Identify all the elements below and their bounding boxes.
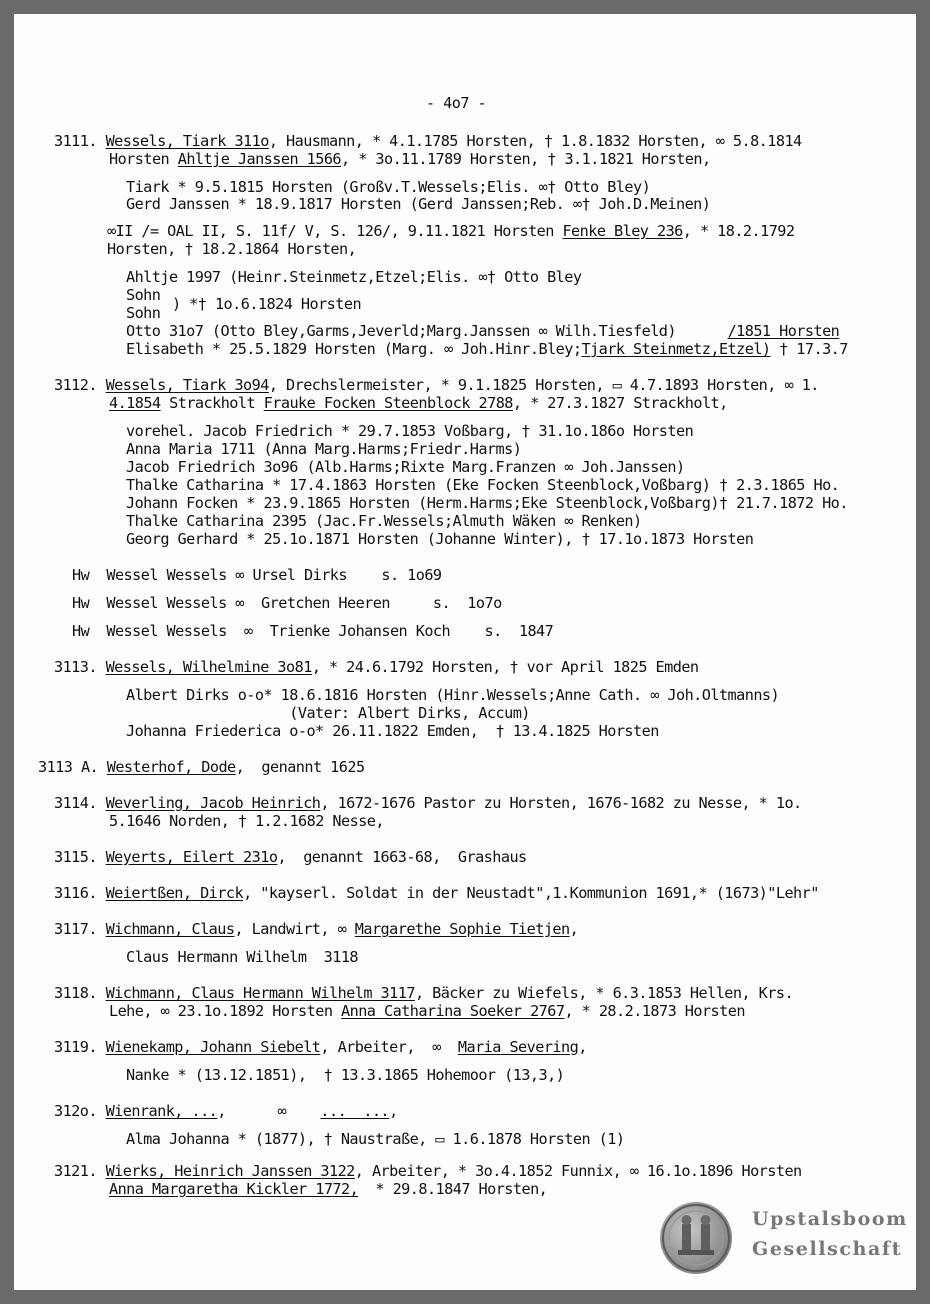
underlined-name: Wichmann, Claus [105,920,235,938]
text-segment: ) *† 1o.6.1824 Horsten [172,295,362,313]
text-segment: , Landwirt, ∞ [234,920,355,938]
text-segment: Elisabeth * 25.5.1829 Horsten (Marg. ∞ Joh.Hinr.Bley; [126,340,582,358]
text-line [126,1130,624,1148]
text-segment: , * 27.3.1827 Strackholt, [512,394,728,412]
text-segment: 3114. [54,794,106,812]
text-line [109,150,711,168]
text-segment: Jacob Friedrich 3o96 (Alb.Harms;Rixte Marg.Franzen ∞ Joh.Janssen) [126,458,685,476]
document-page [14,14,916,1290]
text-line [54,376,819,394]
text-line [126,340,848,358]
text-segment: - 4o7 - [426,94,487,112]
text-segment: 3113. [54,658,106,676]
text-segment: , 1672-1676 Pastor zu Horsten, 1676-1682 zu Nesse, * 1o. [320,794,802,812]
underlined-name: Frauke Focken Steenblock 2788 [263,394,513,412]
text-line [54,1162,802,1180]
text-line [107,240,356,258]
text-segment: Hw Wessel Wessels ∞ Ursel Dirks s. 1o69 [72,566,442,584]
text-line [54,1038,587,1056]
underlined-name: Weiertßen, Dirck [105,884,244,902]
text-line [126,1066,564,1084]
text-segment: Otto 31o7 (Otto Bley,Garms,Jeverld;Marg.Janssen ∞ Wilh.Tiesfeld) [126,322,728,340]
text-segment: , Arbeiter, ∞ [320,1038,458,1056]
text-segment: † 17.3.7 [770,340,848,358]
text-segment: 5.1646 Norden, † 1.2.1682 Nesse, [109,812,384,830]
underlined-name: Wessels, Tiark 3o94 [105,376,269,394]
text-line [126,476,839,494]
underlined-name: Wierks, Heinrich Janssen 3122 [105,1162,355,1180]
text-segment: , * 24.6.1792 Horsten, † vor April 1825 Emden [311,658,699,676]
text-segment: , [569,920,579,938]
text-line [172,295,361,313]
text-line [109,1180,547,1198]
text-line [126,322,839,340]
text-segment: 3111. [54,132,106,150]
underlined-name: Wessels, Wilhelmine 3o81 [105,658,312,676]
text-line [107,222,795,240]
text-segment: Johanna Friederica o-o* 26.11.1822 Emden, † 13.4.1825 Horsten [126,722,659,740]
underlined-name: Maria Severing [457,1038,579,1056]
text-segment: 3113 A. [38,758,107,776]
text-segment: 3117. [54,920,106,938]
text-segment: Claus Hermann Wilhelm 3118 [126,948,359,966]
underlined-name: Wessels, Tiark 311o [105,132,269,150]
text-line [54,848,527,866]
text-line [54,132,802,150]
text-line [38,758,365,776]
text-line [54,658,699,676]
text-segment: Sohn [126,286,161,304]
text-segment: Alma Johanna * (1877), † Naustraße, ▭ 1.6.1878 Horsten (1) [126,1130,625,1148]
underlined-name: Wienrank, ... [105,1102,218,1120]
text-segment: vorehel. Jacob Friedrich * 29.7.1853 Voßbarg, † 31.1o.186o Horsten [126,422,694,440]
underlined-name: Wienekamp, Johann Siebelt [105,1038,321,1056]
text-line [72,594,502,612]
text-segment: Johann Focken * 23.9.1865 Horsten (Herm.Harms;Eke Steenblock,Voßbarg)† 21.7.1872 Ho. [126,494,848,512]
text-line [126,704,530,722]
underlined-name: ... ... [320,1102,390,1120]
seal-icon [660,1202,732,1274]
text-segment: * 29.8.1847 Horsten, [358,1180,548,1198]
text-segment: 3119. [54,1038,106,1056]
text-segment: Tiark * 9.5.1815 Horsten (Großv.T.Wessels;Elis. ∞† Otto Bley) [126,178,651,196]
underlined-name: Westerhof, Dode [106,758,236,776]
page-number [426,94,486,112]
text-segment: , Bäcker zu Wiefels, * 6.3.1853 Hellen, Krs. [414,984,794,1002]
underlined-name: Anna Catharina Soeker 2767 [341,1002,565,1020]
text-line [54,984,793,1002]
logo-line2: Gesellschaft [752,1238,903,1260]
underlined-name: Fenke Bley 236 [562,222,683,240]
text-segment: Thalke Catharina 2395 (Jac.Fr.Wessels;Almuth Wäken ∞ Renken) [126,512,642,530]
text-segment: Thalke Catharina * 17.4.1863 Horsten (Eke Focken Steenblock,Voßbarg) † 2.3.1865 Ho. [126,476,840,494]
text-line [126,304,160,322]
text-segment: , genannt 1625 [235,758,365,776]
underlined-name: /1851 Horsten [727,322,840,340]
text-segment: (Vater: Albert Dirks, Accum) [126,704,530,722]
text-line [126,422,693,440]
text-segment: 3112. [54,376,106,394]
text-line [126,458,685,476]
text-segment: Gerd Janssen * 18.9.1817 Horsten (Gerd Janssen;Reb. ∞† Joh.D.Meinen) [126,195,711,213]
text-segment: , ∞ [217,1102,321,1120]
logo-line1: Upstalsboom [752,1208,908,1230]
text-segment: , * 28.2.1873 Horsten [564,1002,745,1020]
text-segment: 3115. [54,848,106,866]
underlined-name: Tjark Steinmetz,Etzel) [581,340,771,358]
text-segment: , genannt 1663-68, Grashaus [277,848,527,866]
text-line [54,1102,398,1120]
text-segment: , Drechslermeister, * 9.1.1825 Horsten, ▭ 4.7.1893 Horsten, ∞ 1. [268,376,819,394]
text-segment: Anna Maria 1711 (Anna Marg.Harms;Friedr.Harms) [126,440,522,458]
text-segment: Strackholt [160,394,264,412]
text-line [126,286,160,304]
text-segment: , [578,1038,587,1056]
text-line [126,686,779,704]
text-line [54,884,819,902]
underlined-name: Anna Margaretha Kickler 1772, [109,1180,359,1198]
text-segment: , * 3o.11.1789 Horsten, † 3.1.1821 Horsten, [341,150,711,168]
text-segment: Hw Wessel Wessels ∞ Trienke Johansen Koch s. 1847 [72,622,554,640]
text-line [72,622,553,640]
text-segment: , Hausmann, * 4.1.1785 Horsten, † 1.8.1832 Horsten, ∞ 5.8.1814 [268,132,802,150]
text-segment: 312o. [54,1102,106,1120]
text-line [54,920,578,938]
text-segment: Albert Dirks o-o* 18.6.1816 Horsten (Hinr.Wessels;Anne Cath. ∞ Joh.Oltmanns) [126,686,780,704]
text-segment: Ahltje 1997 (Heinr.Steinmetz,Etzel;Elis. ∞† Otto Bley [126,268,582,286]
text-segment: , * 18.2.1792 [682,222,795,240]
text-segment: Sohn [126,304,161,322]
text-line [109,1002,745,1020]
upstalsboom-logo [660,1202,910,1278]
text-line [126,948,358,966]
text-line [109,394,728,412]
text-segment: 3116. [54,884,106,902]
underlined-name: Margarethe Sophie Tietjen [354,920,570,938]
text-segment: , "kayserl. Soldat in der Neustadt",1.Kommunion 1691,* (1673)"Lehr" [243,884,819,902]
text-segment: 3118. [54,984,106,1002]
text-segment: Georg Gerhard * 25.1o.1871 Horsten (Johanne Winter), † 17.1o.1873 Horsten [126,530,754,548]
text-line [109,812,384,830]
underlined-name: Ahltje Janssen 1566 [177,150,342,168]
text-line [126,512,642,530]
text-line [126,440,521,458]
text-segment: Nanke * (13.12.1851), † 13.3.1865 Hohemoor (13,3,) [126,1066,565,1084]
text-line [126,178,650,196]
text-segment: Horsten [109,150,178,168]
text-segment: Horsten, † 18.2.1864 Horsten, [107,240,357,258]
text-line [72,566,442,584]
text-line [54,794,802,812]
text-line [126,195,710,213]
text-line [126,494,848,512]
text-segment: Lehe, ∞ 23.1o.1892 Horsten [109,1002,342,1020]
text-segment: Hw Wessel Wessels ∞ Gretchen Heeren s. 1o7o [72,594,502,612]
text-segment: ∞II /= OAL II, S. 11f/ V, S. 126/, 9.11.1821 Horsten [107,222,563,240]
text-line [126,722,659,740]
text-segment: 3121. [54,1162,106,1180]
underlined-name: Weverling, Jacob Heinrich [105,794,321,812]
text-line [126,268,581,286]
underlined-name: 4.1854 [109,394,161,412]
underlined-name: Wichmann, Claus Hermann Wilhelm 3117 [105,984,415,1002]
underlined-name: Weyerts, Eilert 231o [105,848,278,866]
text-segment: , [389,1102,398,1120]
text-line [126,530,753,548]
text-segment: , Arbeiter, * 3o.4.1852 Funnix, ∞ 16.1o.1896 Horsten [354,1162,802,1180]
